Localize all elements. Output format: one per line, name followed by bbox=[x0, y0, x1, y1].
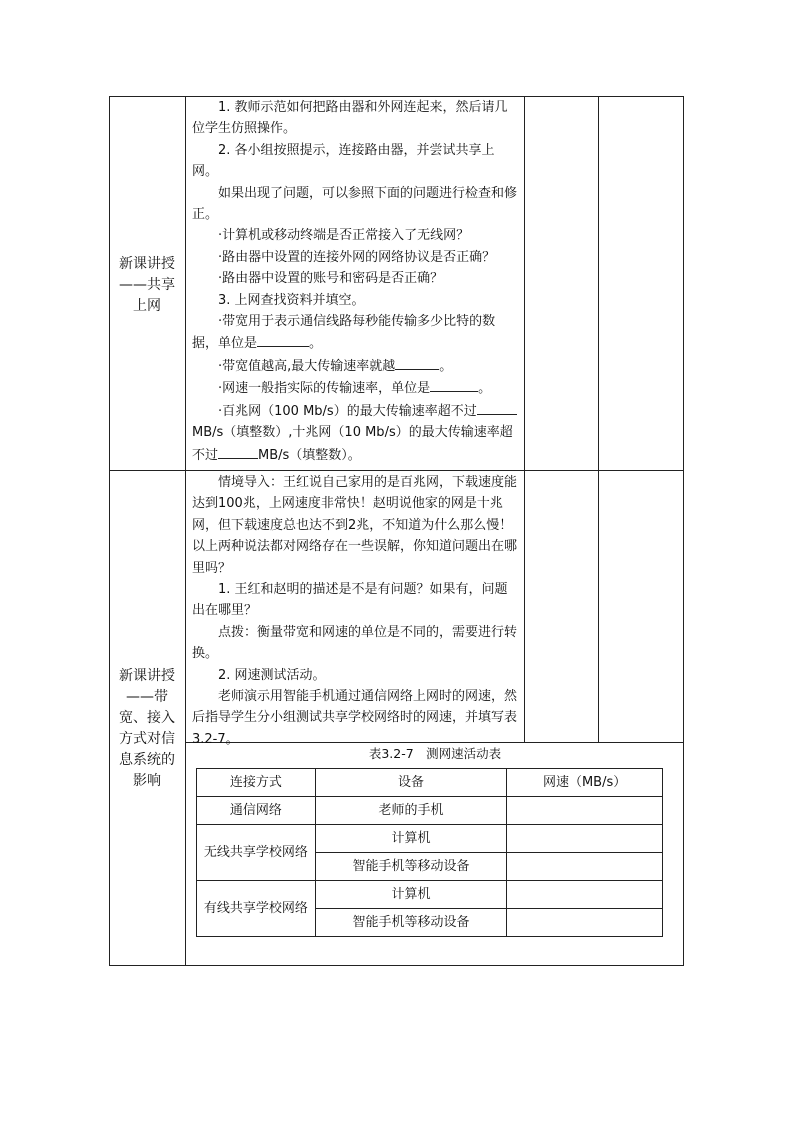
speed-test-table bbox=[196, 768, 663, 937]
device-cell: 智能手机等移动设备 bbox=[315, 909, 507, 937]
step-1: 1. 教师示范如何把路由器和外网连起来，然后请几位学生仿照操作。 bbox=[192, 100, 508, 137]
header-device: 设备 bbox=[315, 769, 507, 797]
method-cell: 通信网络 bbox=[197, 797, 316, 825]
method-cell: 有线共享学校网络 bbox=[197, 881, 316, 937]
table-caption: 表3.2-7 测网速活动表 bbox=[368, 746, 502, 761]
fill-blank-item: ·带宽用于表示通信线路每秒能传输多少比特的数据，单位是 。 bbox=[192, 314, 496, 352]
blank-line[interactable] bbox=[477, 400, 517, 415]
table-row bbox=[197, 881, 663, 909]
device-cell: 计算机 bbox=[315, 825, 507, 853]
header-method: 连接方式 bbox=[197, 769, 316, 797]
device-cell: 智能手机等移动设备 bbox=[315, 853, 507, 881]
device-cell: 老师的手机 bbox=[315, 797, 507, 825]
method-cell: 无线共享学校网络 bbox=[197, 825, 316, 881]
column-divider bbox=[185, 96, 186, 966]
row-label-bandwidth: 新课讲授——带宽、接入方式对信息系统的影响 bbox=[119, 668, 175, 789]
teacher-demo: 老师演示用智能手机通过通信网络上网时的网速，然后指导学生分小组测试共享学校网络时的网速，并填写表3.2-7。 bbox=[192, 689, 518, 747]
fill-blank-item: ·网速一般指实际的传输速率，单位是 。 bbox=[192, 377, 518, 399]
troubleshoot-intro: 如果出现了问题，可以参照下面的问题进行检查和修正。 bbox=[192, 185, 518, 223]
step-3: 3. 上网查找资料并填空。 bbox=[218, 292, 365, 308]
step-2: 2. 各小组按照提示，连接路由器，并尝试共享上网。 bbox=[192, 142, 495, 180]
column-divider bbox=[524, 96, 525, 742]
device-cell: 计算机 bbox=[315, 881, 507, 909]
speed-input-cell[interactable] bbox=[507, 853, 663, 881]
row-divider bbox=[109, 470, 684, 471]
activity-2: 2. 网速测试活动。 bbox=[218, 667, 326, 683]
blank-line[interactable] bbox=[395, 355, 439, 370]
fill-blank-item: ·带宽值越高,最大传输速率就越 。 bbox=[192, 355, 518, 377]
speed-input-cell[interactable] bbox=[507, 881, 663, 909]
column-divider bbox=[598, 96, 599, 742]
hint: 点拨：衡量带宽和网速的单位是不同的，需要进行转换。 bbox=[192, 624, 518, 662]
speed-input-cell[interactable] bbox=[507, 909, 663, 937]
question-1: 1. 王红和赵明的描述是不是有问题？如果有，问题出在哪里？ bbox=[192, 582, 508, 619]
blank-line[interactable] bbox=[257, 332, 309, 347]
check-item: ·计算机或移动终端是否正常接入了无线网？ bbox=[218, 228, 470, 244]
table-row bbox=[197, 797, 663, 825]
check-item: ·路由器中设置的账号和密码是否正确？ bbox=[218, 271, 444, 287]
fill-blank-item: ·百兆网（100 Mb/s）的最大传输速率超不过MB/s（填整数）,十兆网（10 Mb/s）的最大传输速率超不过 MB/s（填整数）。 bbox=[192, 400, 518, 466]
sharing-content bbox=[192, 97, 518, 466]
row-label-sharing: 新课讲授——共享上网 bbox=[119, 256, 175, 314]
speed-input-cell[interactable] bbox=[507, 797, 663, 825]
speed-input-cell[interactable] bbox=[507, 825, 663, 853]
table-row bbox=[197, 825, 663, 853]
blank-line[interactable] bbox=[430, 377, 478, 392]
scenario-intro: 情境导入：王红说自己家用的是百兆网，下载速度能达到100兆，上网速度非常快！赵明说他家的网是十兆网，但下载速度总也达不到2兆，不知道为什么那么慢！以上两种说法都对网络存在一些误解，你知道问题出在哪里吗？ bbox=[192, 475, 518, 576]
blank-line[interactable] bbox=[218, 444, 258, 459]
header-speed: 网速（MB/s） bbox=[507, 769, 663, 797]
table-header-row bbox=[197, 769, 663, 797]
check-item: ·路由器中设置的连接外网的网络协议是否正确？ bbox=[218, 249, 496, 265]
bandwidth-content bbox=[192, 472, 518, 750]
